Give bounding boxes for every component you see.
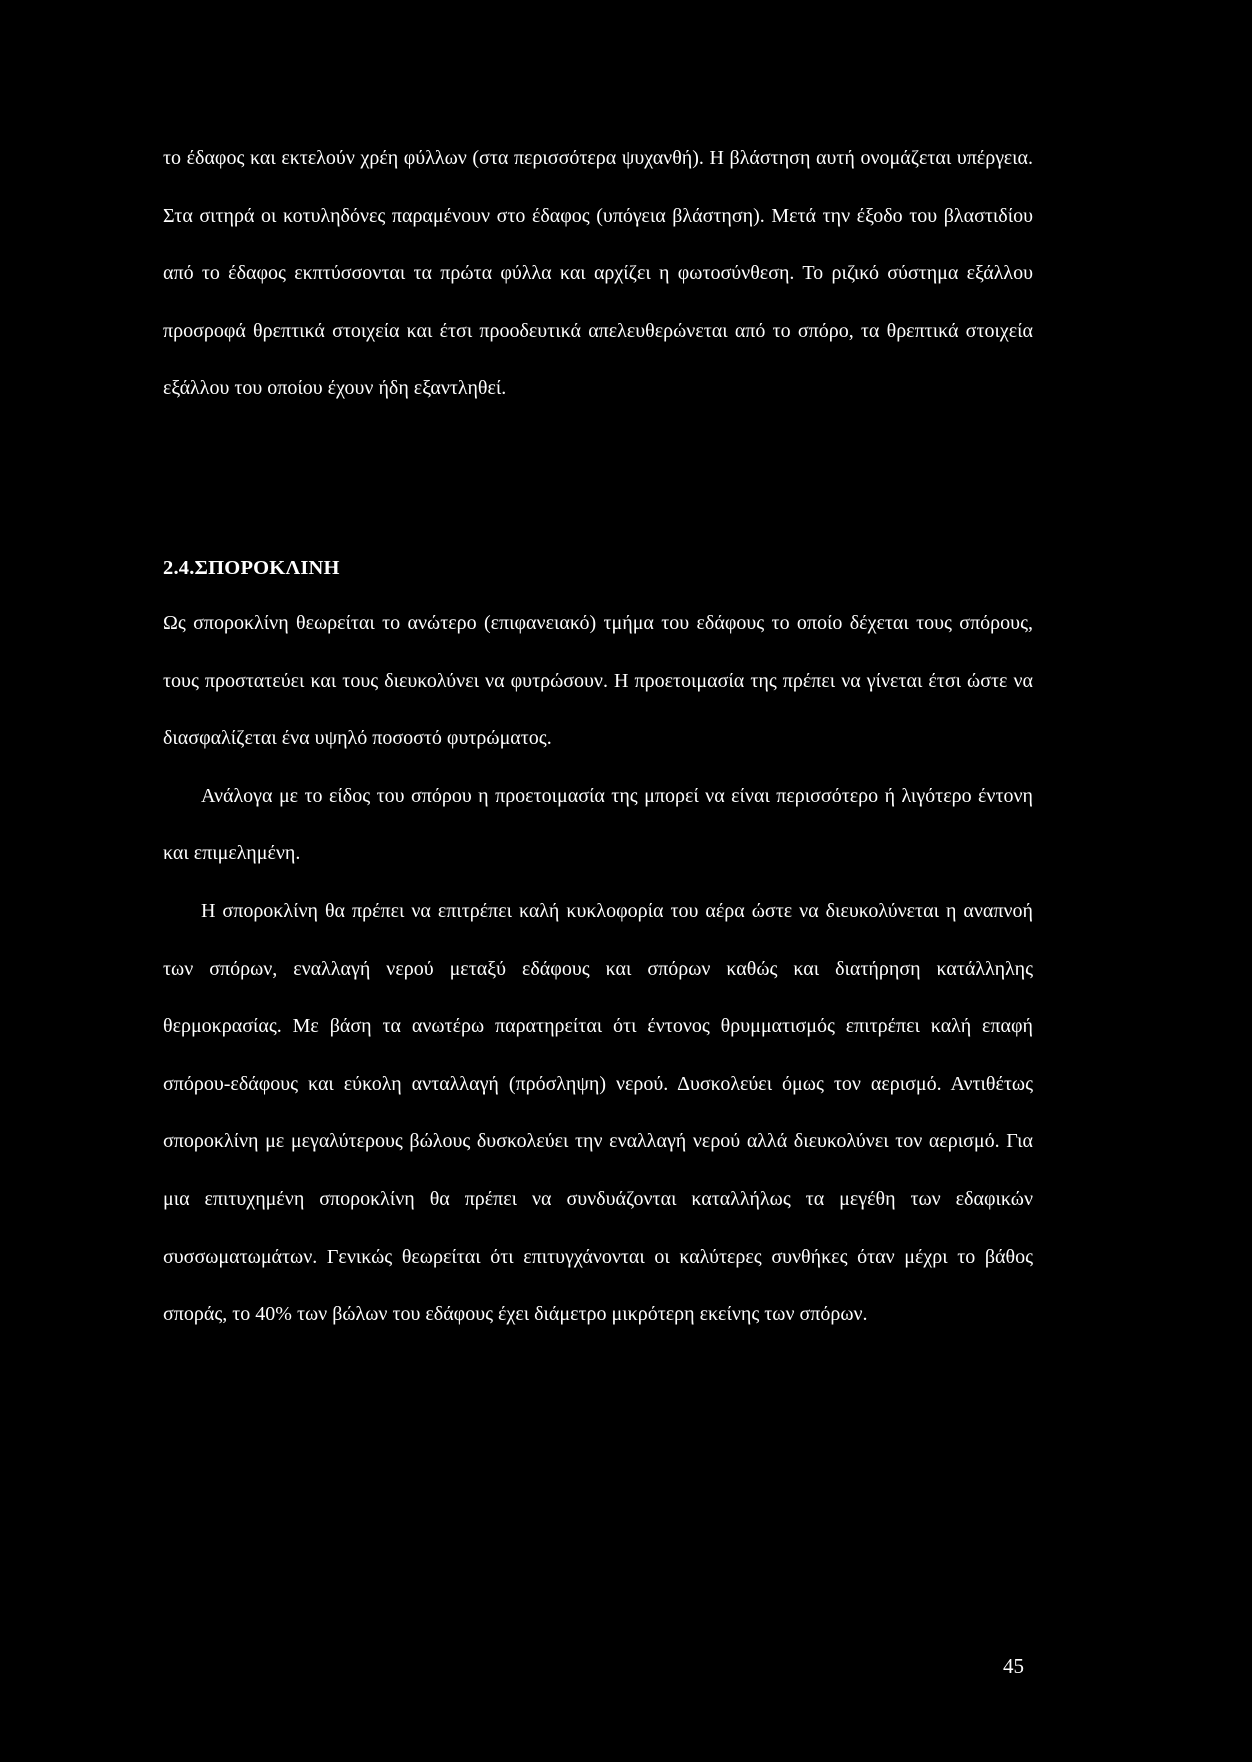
section-heading: 2.4.ΣΠΟΡΟΚΛΙΝΗ — [163, 557, 340, 579]
section-paragraph-seed-type: Ανάλογα με το είδος του σπόρου η προετοιμασία της μπορεί να είναι περισσότερο ή λιγότερο έντονη και επιμελημένη. — [163, 784, 1033, 865]
section-paragraph-aeration: Η σποροκλίνη θα πρέπει να επιτρέπει καλή κυκλοφορία του αέρα ώστε να διευκολύνεται η αναπνοή των σπόρων, εναλλαγή νερού μεταξύ εδάφους και σπόρων καθώς και διατήρηση κατάλληλης θερμοκρασίας. Με βάση τα ανωτέρω παρατηρείται ότι έντονος θρυμματισμός επιτρέπει καλή επαφή σπόρου-εδάφους και εύκολη ανταλλαγή (πρόσληψη) νερού. Δυσκολεύει όμως τον αερισμό. Αντιθέτως σποροκλίνη με μεγαλύτερους βώλους δυσκολεύει την εναλλαγή νερού αλλά διευκολύνει τον αερισμό. Για μια επιτυχημένη σποροκλίνη θα πρέπει να συνδυάζονται καταλλήλως τα μεγέθη των εδαφικών συσσωματωμάτων. Γενικώς θεωρείται ότι επιτυγχάνονται οι καλύτερες συνθήκες όταν μέχρι το βάθος σποράς, το 40% των βώλων του εδάφους έχει διάμετρο μικρότερη εκείνης των σπόρων. — [163, 899, 1033, 1326]
section-paragraph-definition: Ως σποροκλίνη θεωρείται το ανώτερο (επιφανειακό) τμήμα του εδάφους το οποίο δέχεται τους σπόρους, τους προστατεύει και τους διευκολύνει να φυτρώσουν. Η προετοιμασία της πρέπει να γίνεται έτσι ώστε να διασφαλίζεται ένα υψηλό ποσοστό φυτρώματος. — [163, 612, 1033, 750]
continuation-paragraph: το έδαφος και εκτελούν χρέη φύλλων (στα περισσότερα ψυχανθή). Η βλάστηση αυτή ονομάζεται υπέργεια. Στα σιτηρά οι κοτυληδόνες παραμένουν στο έδαφος (υπόγεια βλάστηση). Μετά την έξοδο του βλαστιδίου από το έδαφος εκπτύσσονται τα πρώτα φύλλα και αρχίζει η φωτοσύνθεση. Το ριζικό σύστημα εξάλλου προσροφά θρεπτικά στοιχεία και έτσι προοδευτικά απελευθερώνεται από το σπόρο, τα θρεπτικά στοιχεία εξάλλου του οποίου έχουν ήδη εξαντληθεί. — [163, 147, 1033, 400]
section-body — [163, 595, 1033, 1344]
page-number: 45 — [1003, 1654, 1024, 1678]
